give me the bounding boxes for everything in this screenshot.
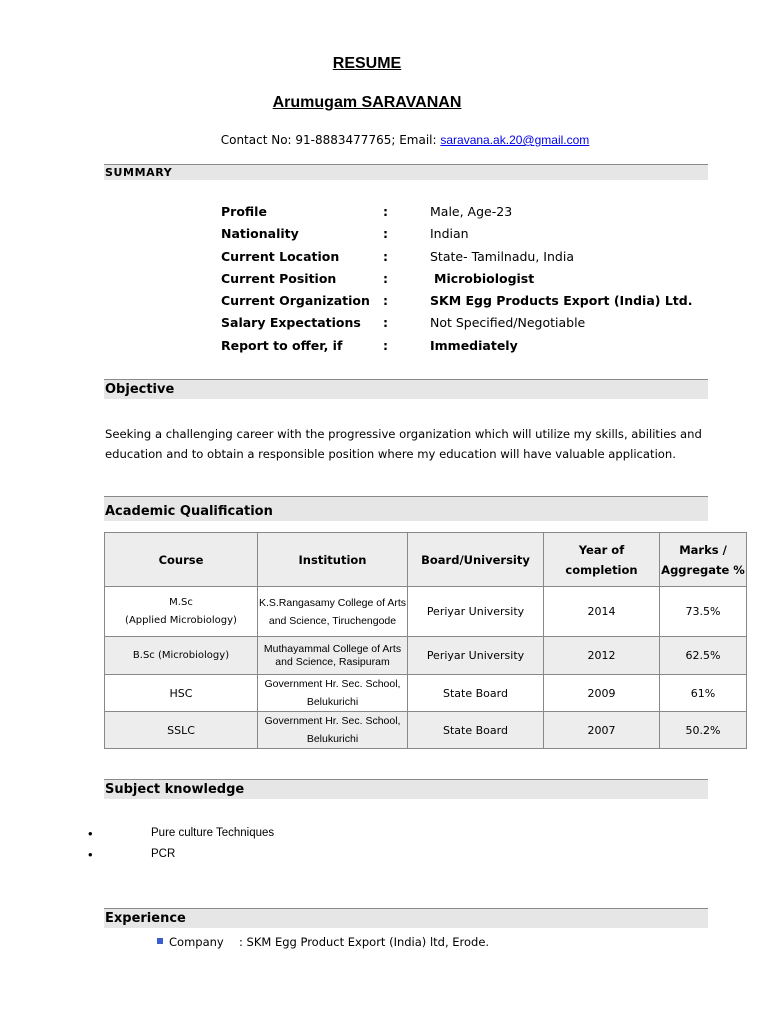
col-course: Course [105, 533, 258, 587]
summary-value: State- Tamilnadu, India [430, 249, 574, 264]
cell-course: B.Sc (Microbiology) [105, 637, 258, 675]
cell-course [105, 587, 258, 637]
experience-heading-bar [104, 908, 708, 928]
summary-label: Salary Expectations [221, 315, 361, 330]
summary-value: Indian [430, 226, 469, 241]
summary-label: Report to offer, if [221, 338, 343, 353]
cell-marks: 61% [660, 675, 747, 712]
summary-colon: : [383, 271, 388, 286]
objective-heading-bar [104, 379, 708, 399]
subject-heading-bar [104, 779, 708, 799]
col-institution: Institution [258, 533, 408, 587]
table-row [105, 587, 747, 637]
cell-board: State Board [408, 675, 544, 712]
table-row [105, 637, 747, 675]
summary-value: Microbiologist [434, 271, 535, 286]
cell-marks: 73.5% [660, 587, 747, 637]
summary-heading: SUMMARY [105, 166, 173, 179]
academic-heading: Academic Qualification [105, 504, 273, 519]
objective-heading: Objective [105, 382, 175, 397]
subject-item: PCR [151, 848, 176, 860]
cell-institution: K.S.Rangasamy College of Arts and Science, Tiruchengode [258, 587, 408, 637]
summary-colon: : [383, 204, 388, 219]
course-name: M.Sc [169, 596, 193, 608]
cell-year: 2009 [544, 675, 660, 712]
contact-number: Contact No: 91-8883477765; Email: [220, 133, 441, 147]
bullet-icon: • [88, 826, 93, 841]
experience-value: : SKM Egg Product Export (India) ltd, Erode. [239, 935, 490, 949]
cell-marks: 62.5% [660, 637, 747, 675]
summary-label: Nationality [221, 226, 299, 241]
summary-label: Profile [221, 204, 267, 219]
summary-colon: : [383, 315, 388, 330]
cell-board: Periyar University [408, 587, 544, 637]
summary-value: Not Specified/Negotiable [430, 315, 586, 330]
summary-value: Immediately [430, 338, 518, 353]
objective-text: Seeking a challenging career with the progressive organization which will utilize my skills, abilities and education and to obtain a responsible position where my education will have valuable application. [105, 427, 702, 461]
cell-institution: Government Hr. Sec. School, Belukurichi [258, 675, 408, 712]
cell-year: 2007 [544, 712, 660, 749]
contact-line [0, 133, 768, 147]
summary-colon: : [383, 293, 388, 308]
cell-board: Periyar University [408, 637, 544, 675]
academic-table [104, 532, 747, 749]
experience-label: Company [169, 935, 224, 949]
table-row [105, 675, 747, 712]
square-bullet-icon [157, 938, 163, 944]
cell-board: State Board [408, 712, 544, 749]
summary-colon: : [383, 249, 388, 264]
email-link[interactable]: saravana.ak.20@gmail.com [440, 133, 590, 147]
course-subtitle: (Applied Microbiology) [125, 614, 237, 626]
cell-course: SSLC [105, 712, 258, 749]
summary-label: Current Organization [221, 293, 370, 308]
academic-heading-bar [104, 496, 708, 521]
summary-colon: : [383, 226, 388, 241]
cell-year: 2014 [544, 587, 660, 637]
summary-value: SKM Egg Products Export (India) Ltd. [430, 293, 693, 308]
cell-institution: Government Hr. Sec. School, Belukurichi [258, 712, 408, 749]
experience-heading: Experience [105, 911, 186, 926]
cell-year: 2012 [544, 637, 660, 675]
cell-marks: 50.2% [660, 712, 747, 749]
resume-title: RESUME [332, 55, 402, 72]
subject-heading: Subject knowledge [105, 782, 245, 797]
summary-value: Male, Age-23 [430, 204, 513, 219]
col-marks: Marks / Aggregate % [660, 533, 747, 587]
summary-heading-bar [104, 164, 708, 180]
col-board: Board/University [408, 533, 544, 587]
person-name: Arumugam SARAVANAN [272, 94, 462, 111]
table-header-row [105, 533, 747, 587]
summary-colon: : [383, 338, 388, 353]
bullet-icon: • [88, 847, 93, 862]
subject-item: Pure culture Techniques [151, 827, 275, 839]
summary-label: Current Location [221, 249, 340, 264]
experience-company-row [157, 935, 489, 949]
col-year: Year of completion [544, 533, 660, 587]
table-row [105, 712, 747, 749]
cell-course: HSC [105, 675, 258, 712]
cell-institution: Muthayammal College of Arts and Science, Rasipuram [258, 637, 408, 675]
summary-label: Current Position [221, 271, 337, 286]
